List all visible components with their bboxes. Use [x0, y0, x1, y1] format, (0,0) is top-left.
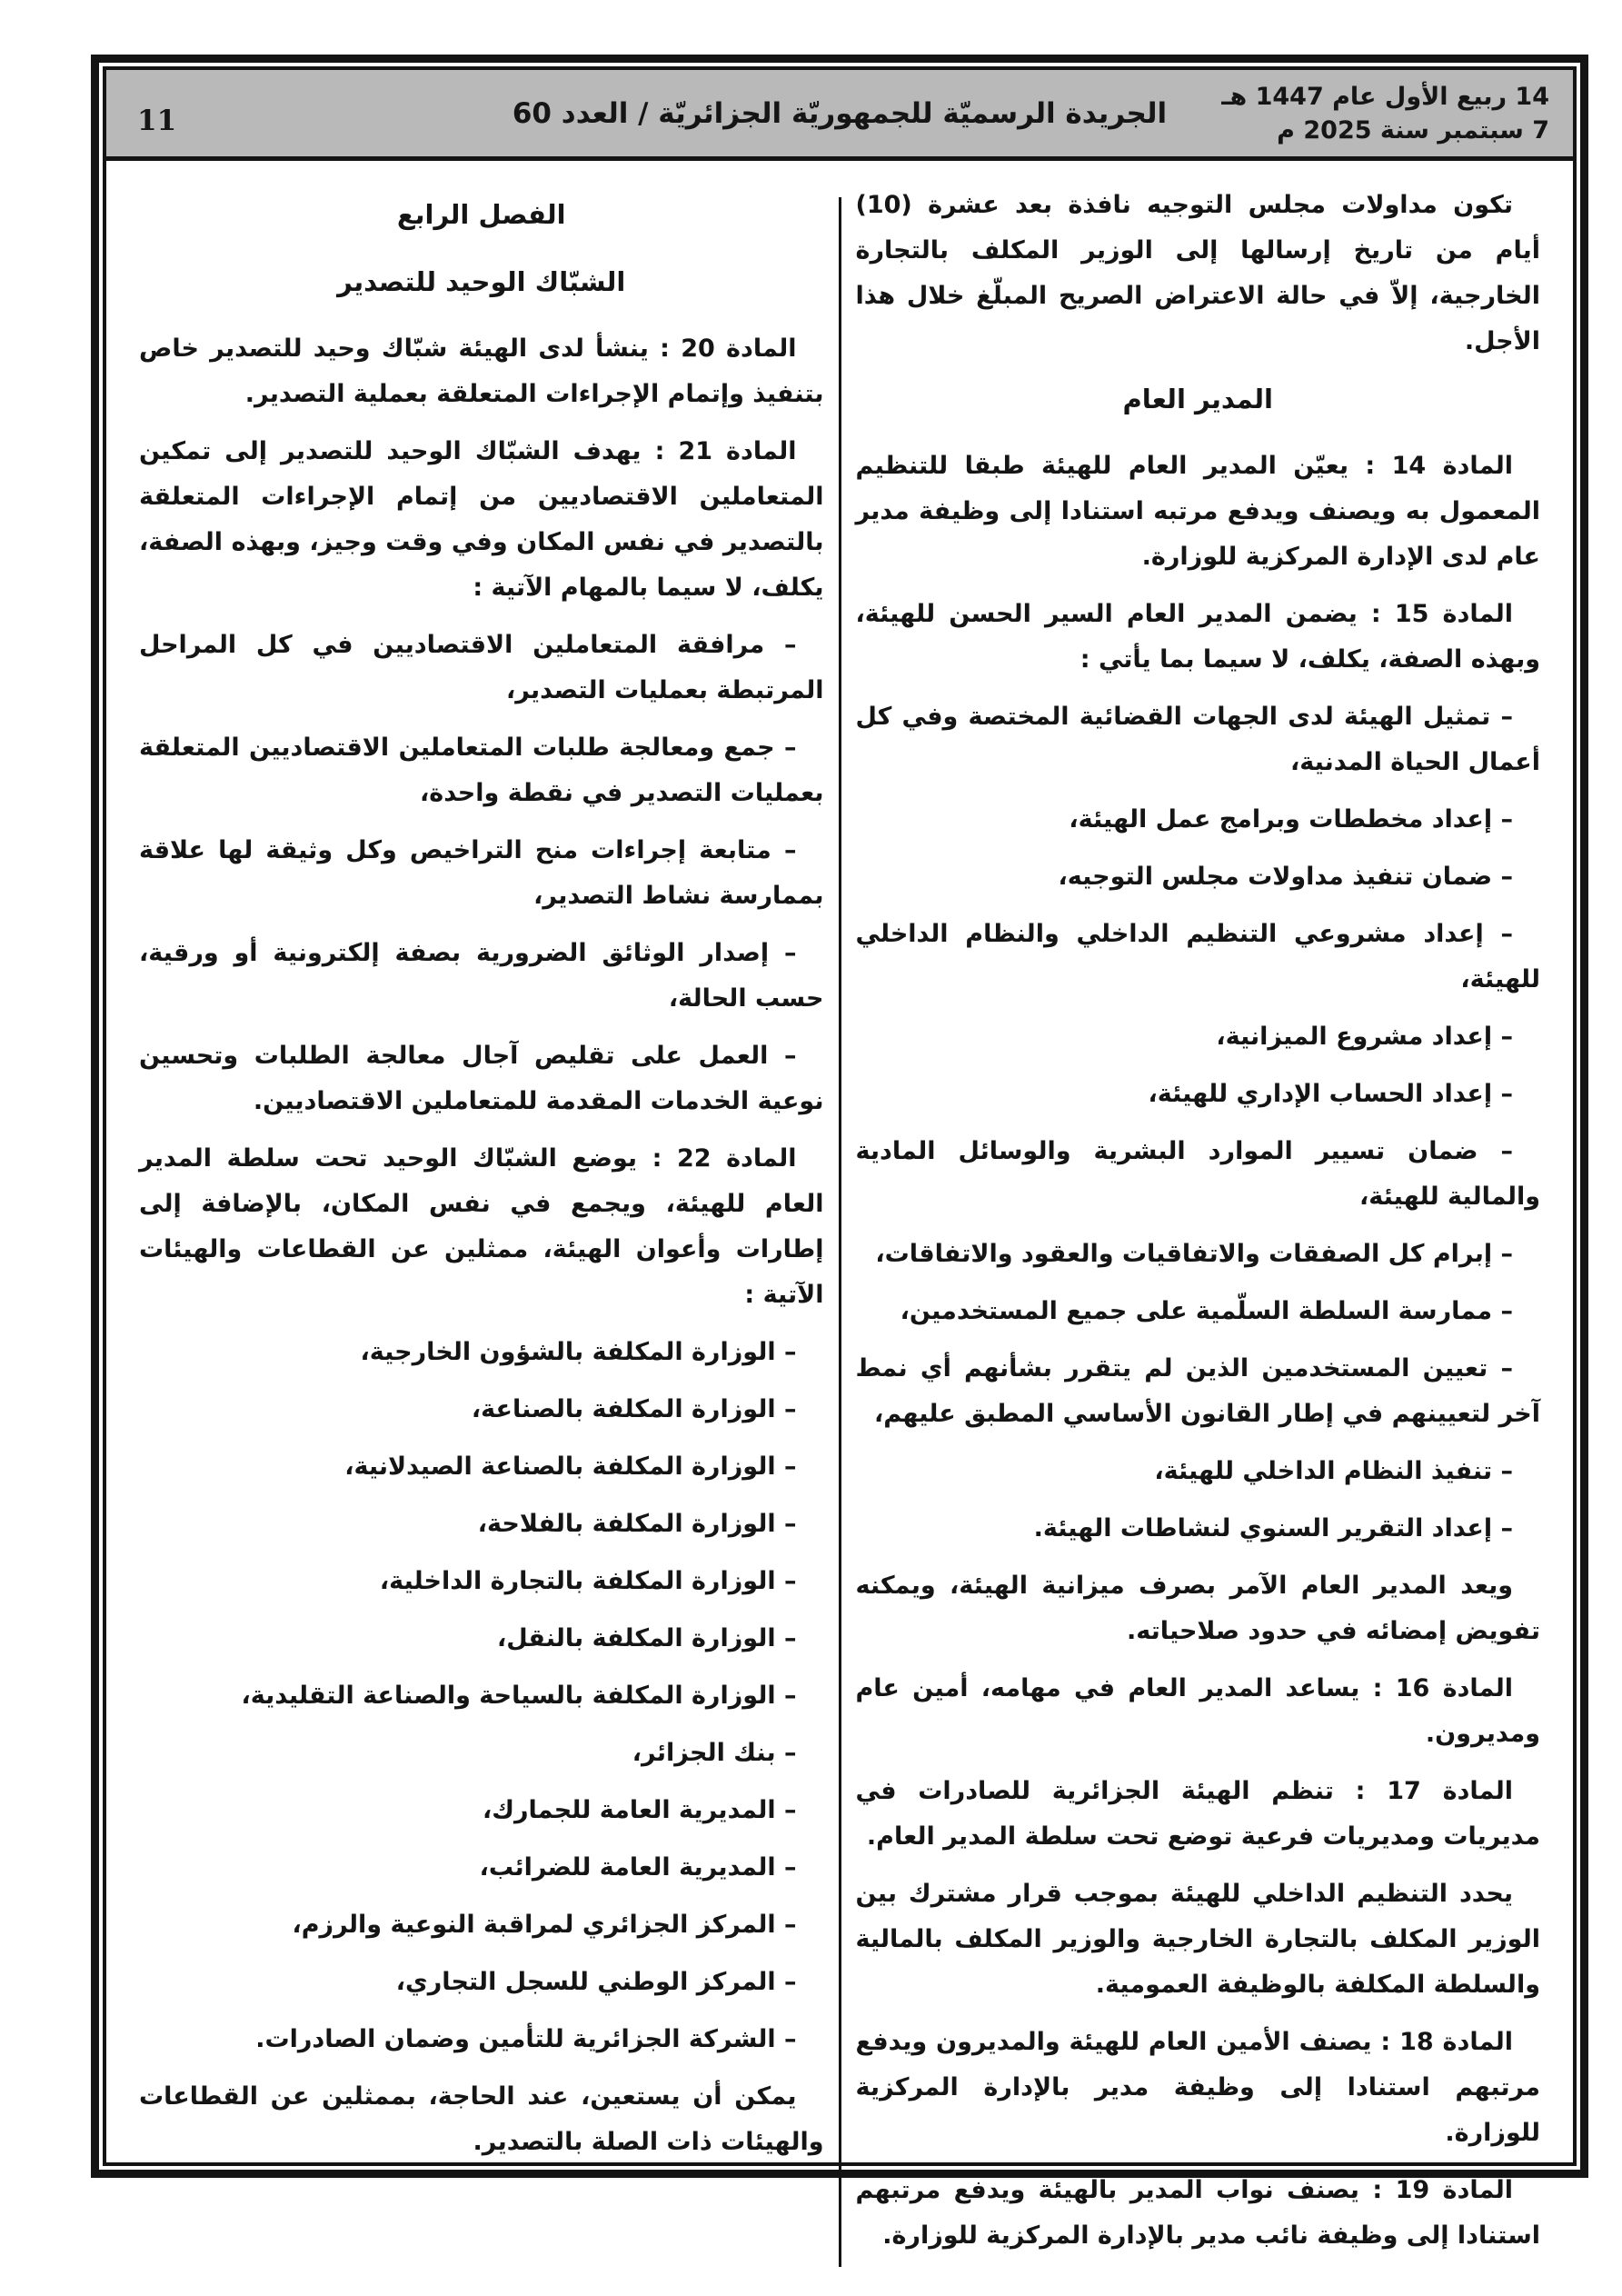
- page-border-frame-inner: [103, 66, 1577, 2250]
- article-label: المادة 21 :: [641, 437, 797, 465]
- paragraph: ويعد المدير العام الآمر بصرف ميزانية الهيئة، ويمكنه تفويض إمضائه في حدود صلاحياته.: [855, 1572, 1540, 1645]
- list-item: – الوزارة المكلفة بالصناعة،: [471, 1395, 797, 1423]
- list-item: – مرافقة المتعاملين الاقتصاديين في كل المراحل المرتبطة بعمليات التصدير،: [139, 631, 824, 704]
- article-label: المادة 16 :: [1359, 1674, 1513, 1702]
- list-item: – متابعة إجراءات منح التراخيص وكل وثيقة لها علاقة بممارسة نشاط التصدير،: [139, 836, 824, 910]
- list-item: – إعداد التقرير السنوي لنشاطات الهيئة.: [1033, 1514, 1513, 1542]
- article-label: المادة 14 :: [1348, 452, 1513, 480]
- article-label: المادة 15 :: [1357, 600, 1513, 628]
- list-item: – إصدار الوثائق الضرورية بصفة إلكترونية أو ورقية، حسب الحالة،: [139, 939, 824, 1013]
- list-item: – الشركة الجزائرية للتأمين وضمان الصادرات.: [255, 2025, 797, 2053]
- paragraph: يحدد التنظيم الداخلي للهيئة بموجب قرار مشترك بين الوزير المكلف بالتجارة الخارجية والوزير المكلف بالمالية والسلطة المكلفة بالوظيفة العمومية.: [855, 1880, 1540, 1999]
- paragraph: يمكن أن يستعين، عند الحاجة، بممثلين عن القطاعات والهيئات ذات الصلة بالتصدير.: [139, 2082, 824, 2156]
- article-label: المادة 20 :: [648, 334, 797, 363]
- masthead: [106, 70, 1573, 161]
- list-item: – تمثيل الهيئة لدى الجهات القضائية المختصة وفي كل أعمال الحياة المدنية،: [855, 703, 1540, 776]
- list-item: – إبرام كل الصفقات والاتفاقيات والعقود والاتفاقات،: [875, 1240, 1513, 1268]
- list-item: – جمع ومعالجة طلبات المتعاملين الاقتصاديين المتعلقة بعمليات التصدير في نقطة واحدة،: [139, 734, 824, 807]
- list-item: – إعداد مشروعي التنظيم الداخلي والنظام الداخلي للهيئة،: [855, 920, 1540, 993]
- list-item: – المديرية العامة للضرائب،: [479, 1853, 797, 1882]
- paragraph: المادة 19 : يصنف نواب المدير بالهيئة ويدفع مرتبهم استنادا إلى وظيفة نائب مدير بالإدارة المركزية للوزارة.: [855, 2176, 1540, 2250]
- section-heading: المدير العام: [1122, 384, 1273, 414]
- list-item: – تعيين المستخدمين الذين لم يتقرر بشأنهم أي نمط آخر لتعيينهم في إطار القانون الأساسي المطبق عليهم،: [855, 1354, 1540, 1428]
- list-item: – إعداد الحساب الإداري للهيئة،: [1148, 1080, 1513, 1108]
- paragraph: المادة 21 : يهدف الشبّاك الوحيد للتصدير إلى تمكين المتعاملين الاقتصاديين من إتمام الإجراءات المتعلقة بالتصدير في نفس المكان وفي وقت وجيز، وبهذه الصفة، يكلف، لا سيما بالمهام الآتية :: [139, 437, 824, 602]
- list-item: – الوزارة المكلفة بالتجارة الداخلية،: [379, 1567, 797, 1595]
- paragraph: المادة 15 : يضمن المدير العام السير الحسن للهيئة، وبهذه الصفة، يكلف، لا سيما بما يأتي :: [855, 600, 1540, 674]
- list-item: – المركز الوطني للسجل التجاري،: [395, 1968, 797, 1996]
- column-divider: [839, 197, 841, 2267]
- two-column-content: [106, 161, 1573, 2280]
- list-item: – إعداد مشروع الميزانية،: [1216, 1023, 1513, 1051]
- list-item: – الوزارة المكلفة بالسياحة والصناعة التقليدية،: [241, 1682, 797, 1710]
- list-item: – المركز الجزائري لمراقبة النوعية والرزم،: [292, 1911, 797, 1939]
- article-label: المادة 22 :: [637, 1144, 797, 1173]
- list-item: – إعداد مخططات وبرامج عمل الهيئة،: [1069, 805, 1513, 834]
- article-label: المادة 19 :: [1358, 2176, 1513, 2204]
- paragraph: المادة 14 : يعيّن المدير العام للهيئة طبقا للتنظيم المعمول به ويصنف ويدفع مرتبه استنادا إلى وظيفة مدير عام لدى الإدارة المركزية للوزارة.: [855, 452, 1540, 571]
- list-item: – تنفيذ النظام الداخلي للهيئة،: [1154, 1457, 1513, 1485]
- section-heading: الشبّاك الوحيد للتصدير: [337, 266, 626, 297]
- article-label: المادة 18 :: [1371, 2028, 1513, 2056]
- list-item: – العمل على تقليص آجال معالجة الطلبات وتحسين نوعية الخدمات المقدمة للمتعاملين الاقتصاديين.: [139, 1042, 824, 1115]
- date-gregorian: 7 سبتمبر سنة 2025 م: [1277, 115, 1549, 145]
- paragraph: المادة 16 : يساعد المدير العام في مهامه، أمين عام ومديرون.: [855, 1674, 1540, 1748]
- list-item: – المديرية العامة للجمارك،: [482, 1796, 797, 1824]
- paragraph: المادة 17 : تنظم الهيئة الجزائرية للصادرات في مديريات ومديريات فرعية توضع تحت سلطة المدير العام.: [855, 1777, 1540, 1851]
- column-right: [841, 183, 1556, 2271]
- list-item: – الوزارة المكلفة بالصناعة الصيدلانية،: [344, 1452, 797, 1481]
- page-border-frame: [91, 55, 1588, 2250]
- paragraph: المادة 20 : ينشأ لدى الهيئة شبّاك وحيد للتصدير خاص بتنفيذ وإتمام الإجراءات المتعلقة بعملية التصدير.: [139, 334, 824, 408]
- paragraph: المادة 22 : يوضع الشبّاك الوحيد تحت سلطة المدير العام للهيئة، ويجمع في نفس المكان، بالإضافة إلى إطارات وأعوان الهيئة، ممثلين عن القطاعات والهيئات الآتية :: [139, 1144, 824, 1309]
- paragraph: المادة 18 : يصنف الأمين العام للهيئة والمديرون ويدفع مرتبهم استنادا إلى وظيفة مدير بالإدارة المركزية للوزارة.: [855, 2028, 1540, 2147]
- list-item: – ممارسة السلطة السلّمية على جميع المستخدمين،: [900, 1297, 1513, 1325]
- list-item: – الوزارة المكلفة بالفلاحة،: [477, 1510, 797, 1538]
- column-left: [124, 183, 839, 2271]
- list-item: – الوزارة المكلفة بالشؤون الخارجية،: [360, 1338, 797, 1366]
- list-item: – الوزارة المكلفة بالنقل،: [496, 1624, 797, 1652]
- journal-title: الجريدة الرسميّة للجمهوريّة الجزائريّة / العدد 60: [512, 96, 1168, 130]
- list-item: – ضمان تنفيذ مداولات مجلس التوجيه،: [1058, 863, 1513, 891]
- article-label: المادة 17 :: [1333, 1777, 1513, 1805]
- paragraph: تكون مداولات مجلس التوجيه نافذة بعد عشرة (10) أيام من تاريخ إرسالها إلى الوزير المكلف بالتجارة الخارجية، إلاّ في حالة الاعتراض الصريح المبلّغ خلال هذا الأجل.: [855, 191, 1540, 355]
- list-item: – ضمان تسيير الموارد البشرية والوسائل المادية والمالية للهيئة،: [855, 1137, 1540, 1211]
- date-hijri: 14 ربيع الأول عام 1447 هـ: [1221, 82, 1549, 111]
- list-item: – بنك الجزائر،: [632, 1739, 797, 1767]
- page-number: 11: [137, 105, 177, 137]
- section-heading: الفصل الرابع: [396, 199, 566, 230]
- masthead-dates: [1221, 80, 1549, 147]
